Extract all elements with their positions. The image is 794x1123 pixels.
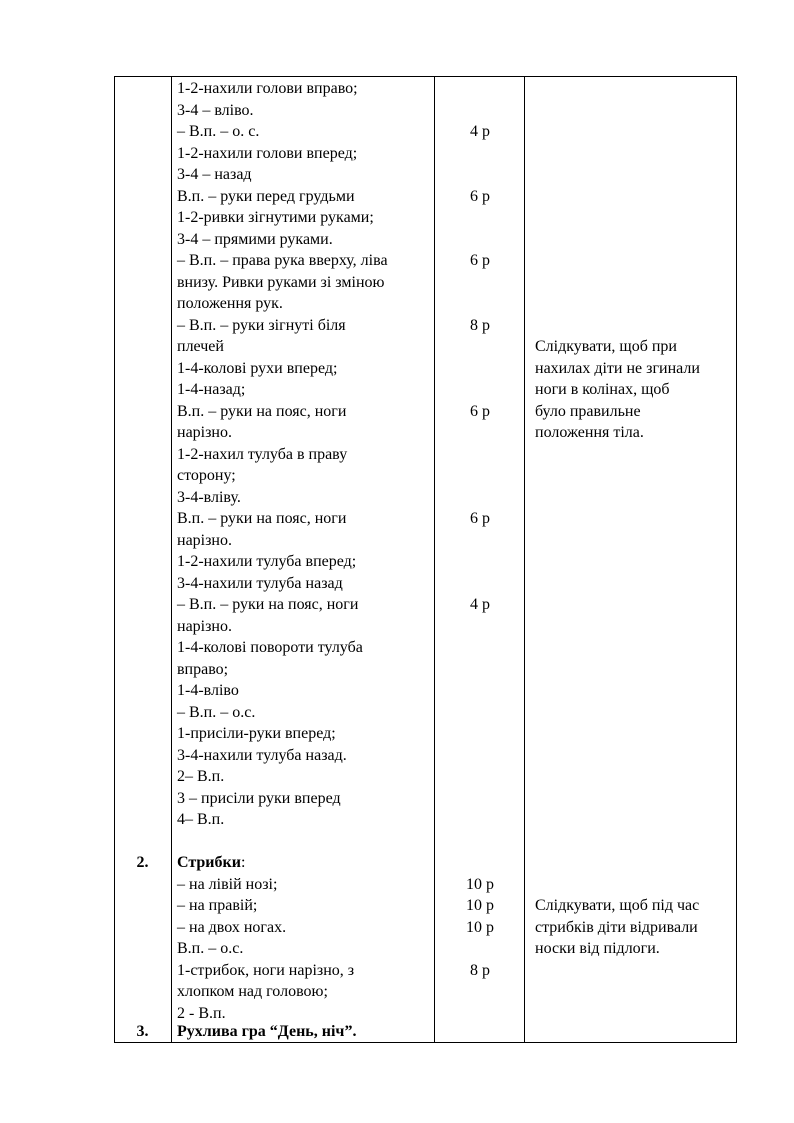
note-line: положення тіла. <box>535 424 644 441</box>
section-title-text: Стрибки <box>177 854 241 871</box>
exercise-line: – В.п. – руки зігнуті біля <box>177 316 346 334</box>
exercise-line: – В.п. – права рука вверху, ліва <box>177 252 388 269</box>
column-divider-1 <box>171 76 172 1043</box>
note-line: нахилах діти не згинали <box>535 359 700 377</box>
section-title-colon: : <box>240 854 246 871</box>
exercise-line: – В.п. – о. с. <box>177 123 260 140</box>
exercise-line: нарізно. <box>177 531 232 549</box>
section-title <box>177 852 245 874</box>
exercise-line: 1-4-колові повороти тулуба <box>177 639 363 656</box>
exercise-line: нарізно. <box>177 617 232 635</box>
exercise-line: В.п. – руки перед грудьми <box>177 187 355 205</box>
exercise-line: 2 - В.п. <box>177 1004 226 1022</box>
note-line: було правильне <box>535 402 641 420</box>
exercise-line: – на правій; <box>177 897 258 914</box>
exercise-line: нарізно. <box>177 424 232 441</box>
exercise-line: 1-4-вліво <box>177 682 239 699</box>
exercise-line: 3-4 – назад <box>177 166 252 183</box>
dose-value: 6 р <box>470 510 490 527</box>
dose-value: 8 р <box>470 961 490 979</box>
note-line: стрибків діти відривали <box>535 918 698 936</box>
exercise-line: 3-4-вліву. <box>177 488 241 506</box>
table-border-right <box>736 76 737 1043</box>
exercise-line: 3-4 – прямими руками. <box>177 230 333 248</box>
exercise-table <box>114 76 737 1043</box>
note-line: ноги в колінах, щоб <box>535 381 670 398</box>
table-border-left <box>114 76 115 1043</box>
dose-value: 4 р <box>470 596 490 613</box>
table-border-top <box>114 76 737 77</box>
exercise-line: 1-присіли-руки вперед; <box>177 725 336 742</box>
section-title: Рухлива гра “День, ніч”. <box>177 1023 357 1040</box>
exercise-line: хлопком над головою; <box>177 983 328 1000</box>
exercise-line: 1-4-колові рухи вперед; <box>177 359 338 377</box>
note-cell <box>535 895 699 960</box>
exercise-line: 1-2-нахили голови вперед; <box>177 144 358 162</box>
note-line: Слідкувати, щоб під час <box>535 897 700 914</box>
exercise-line: вправо; <box>177 660 229 678</box>
dose-value: 6 р <box>470 252 490 269</box>
dose-value: 8 р <box>470 316 490 334</box>
exercise-line: В.п. – о.с. <box>177 940 244 957</box>
exercise-line: 3 – присіли руки вперед <box>177 789 341 807</box>
exercise-line: плечей <box>177 338 224 355</box>
exercise-line: положення рук. <box>177 295 283 312</box>
exercise-line: В.п. – руки на пояс, ноги <box>177 510 347 527</box>
exercise-line: – на двох ногах. <box>177 918 287 936</box>
row-number: 3. <box>136 1023 149 1040</box>
exercise-line: 1-2-нахили голови вправо; <box>177 80 358 97</box>
dose-value: 4 р <box>470 123 490 140</box>
exercise-line: 1-2-нахил тулуба в праву <box>177 445 348 463</box>
note-line: Слідкувати, щоб при <box>535 338 677 355</box>
exercise-line: сторону; <box>177 467 236 484</box>
exercise-line: – В.п. – о.с. <box>177 703 256 721</box>
exercise-line: 2– В.п. <box>177 768 225 785</box>
dose-value: 6 р <box>470 402 490 420</box>
exercise-line: 3-4 – вліво. <box>177 101 254 119</box>
dose-value: 10 р <box>466 918 494 936</box>
exercise-line: 1-стрибок, ноги нарізно, з <box>177 961 355 979</box>
exercise-line: В.п. – руки на пояс, ноги <box>177 402 347 420</box>
exercise-line: 1-2-нахили тулуба вперед; <box>177 553 357 570</box>
exercise-line: – на лівій нозі; <box>177 875 278 893</box>
exercise-line: 4– В.п. <box>177 811 225 828</box>
dose-value: 6 р <box>470 187 490 205</box>
exercise-line: 3-4-нахили тулуба назад. <box>177 746 347 764</box>
note-line: носки від підлоги. <box>535 940 660 957</box>
exercise-line: – В.п. – руки на пояс, ноги <box>177 596 359 613</box>
dose-value: 10 р <box>466 897 494 914</box>
row-number: 2. <box>136 854 149 871</box>
exercise-line: 3-4-нахили тулуба назад <box>177 574 343 592</box>
dose-value: 10 р <box>466 875 494 893</box>
exercise-line: 1-2-ривки зігнутими руками; <box>177 209 374 226</box>
note-cell <box>535 336 700 444</box>
exercise-line: 1-4-назад; <box>177 381 246 398</box>
exercise-line: внизу. Ривки руками зі зміною <box>177 273 385 291</box>
